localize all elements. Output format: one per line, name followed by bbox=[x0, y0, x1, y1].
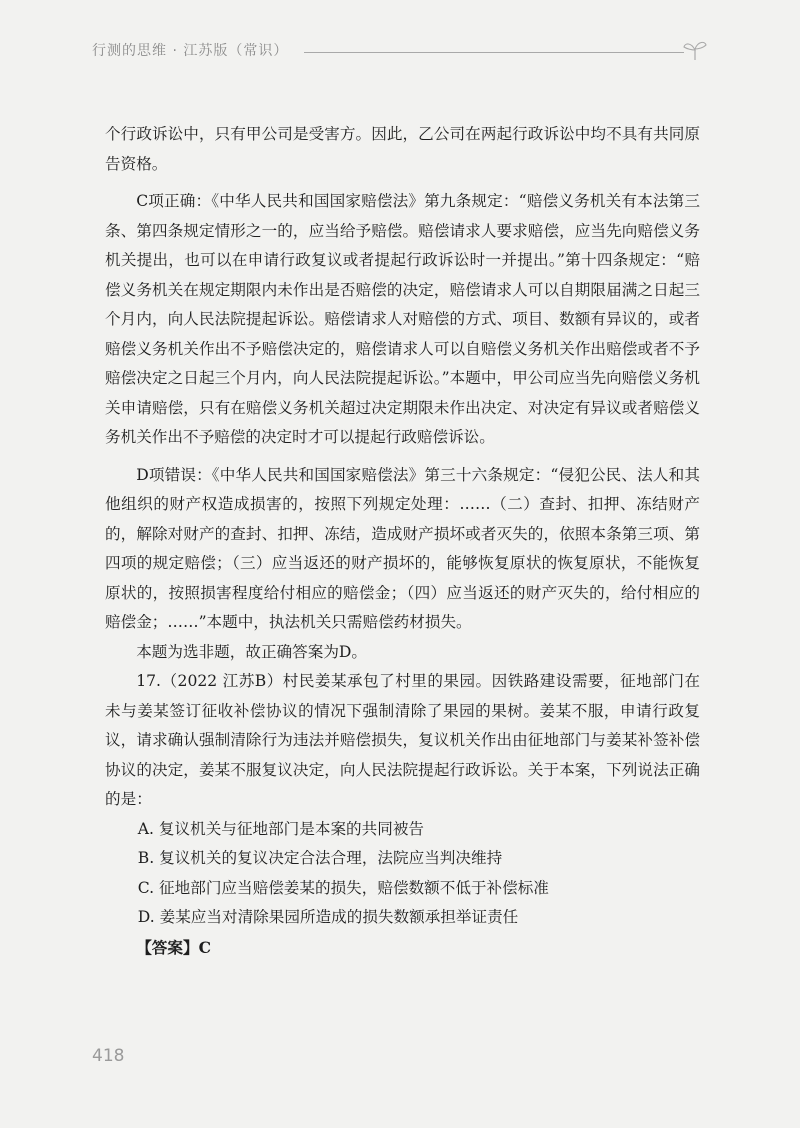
header-rule bbox=[304, 52, 684, 53]
running-header bbox=[92, 38, 712, 68]
intro-paragraph: 个行政诉讼中，只有甲公司是受害方。因此，乙公司在两起行政诉讼中均不具有共同原告资格。 bbox=[105, 125, 700, 173]
page-body bbox=[105, 120, 700, 962]
header-title: 行测的思维 · 江苏版（常识） bbox=[92, 43, 289, 59]
page-number: 418 bbox=[92, 1046, 125, 1066]
option-c: C. 征地部门应当赔偿姜某的损失，赔偿数额不低于补偿标准 bbox=[137, 878, 549, 897]
question-17: 17.（2022 江苏B）村民姜某承包了村里的果园。因铁路建设需要，征地部门在未与姜某签订征收补偿协议的情况下强制清除了果园的果树。姜某不服，申请行政复议，请求确认强制清除行为违法并赔偿损失，复议机关作出由征地部门与姜某补签补偿协议的决定，姜某不服复议决定，向人民法院提起行政诉讼。关于本案，下列说法正确的是： bbox=[105, 672, 700, 808]
option-d: D. 姜某应当对清除果园所造成的损失数额承担举证责任 bbox=[137, 908, 519, 926]
answer-line: 【答案】C bbox=[136, 937, 211, 957]
option-b: B. 复议机关的复议决定合法合理，法院应当判决维持 bbox=[137, 849, 503, 867]
option-c-explanation: C项正确：《中华人民共和国国家赔偿法》第九条规定：“赔偿义务机关有本法第三条、第四条规定情形之一的，应当给予赔偿。赔偿请求人要求赔偿，应当先向赔偿义务机关提出，也可以在申请行政复议或者提起行政诉讼时一并提出。”第十四条规定：“赔偿义务机关在规定期限内未作出是否赔偿的决定，赔偿请求人可以自期限届满之日起三个月内，向人民法院提起诉讼。赔偿请求人对赔偿的方式、项目、数额有异议的，或者赔偿义务机关作出不予赔偿决定的，赔偿请求人可以自赔偿义务机关作出赔偿或者不予赔偿决定之日起三个月内，向人民法院提起诉讼。”本题中，甲公司应当先向赔偿义务机关申请赔偿，只有在赔偿义务机关超过决定期限未作出决定、对决定有异议或者赔偿义务机关作出不予赔偿的决定时才可以提起行政赔偿诉讼。 bbox=[105, 192, 700, 446]
conclusion-paragraph: 本题为选非题，故正确答案为D。 bbox=[136, 642, 368, 661]
sprout-icon bbox=[682, 38, 708, 62]
option-d-explanation: D项错误：《中华人民共和国国家赔偿法》第三十六条规定：“侵犯公民、法人和其他组织的财产权造成损害的，按照下列规定处理：……（二）查封、扣押、冻结财产的，解除对财产的查封、扣押、冻结，造成财产损坏或者灭失的，依照本条第三项、第四项的规定赔偿；（三）应当返还的财产损坏的，能够恢复原状的恢复原状，不能恢复原状的，按照损害程度给付相应的赔偿金；（四）应当返还的财产灭失的，给付相应的赔偿金；……”本题中，执法机关只需赔偿药材损失。 bbox=[105, 465, 700, 631]
option-a: A. 复议机关与征地部门是本案的共同被告 bbox=[137, 819, 425, 838]
